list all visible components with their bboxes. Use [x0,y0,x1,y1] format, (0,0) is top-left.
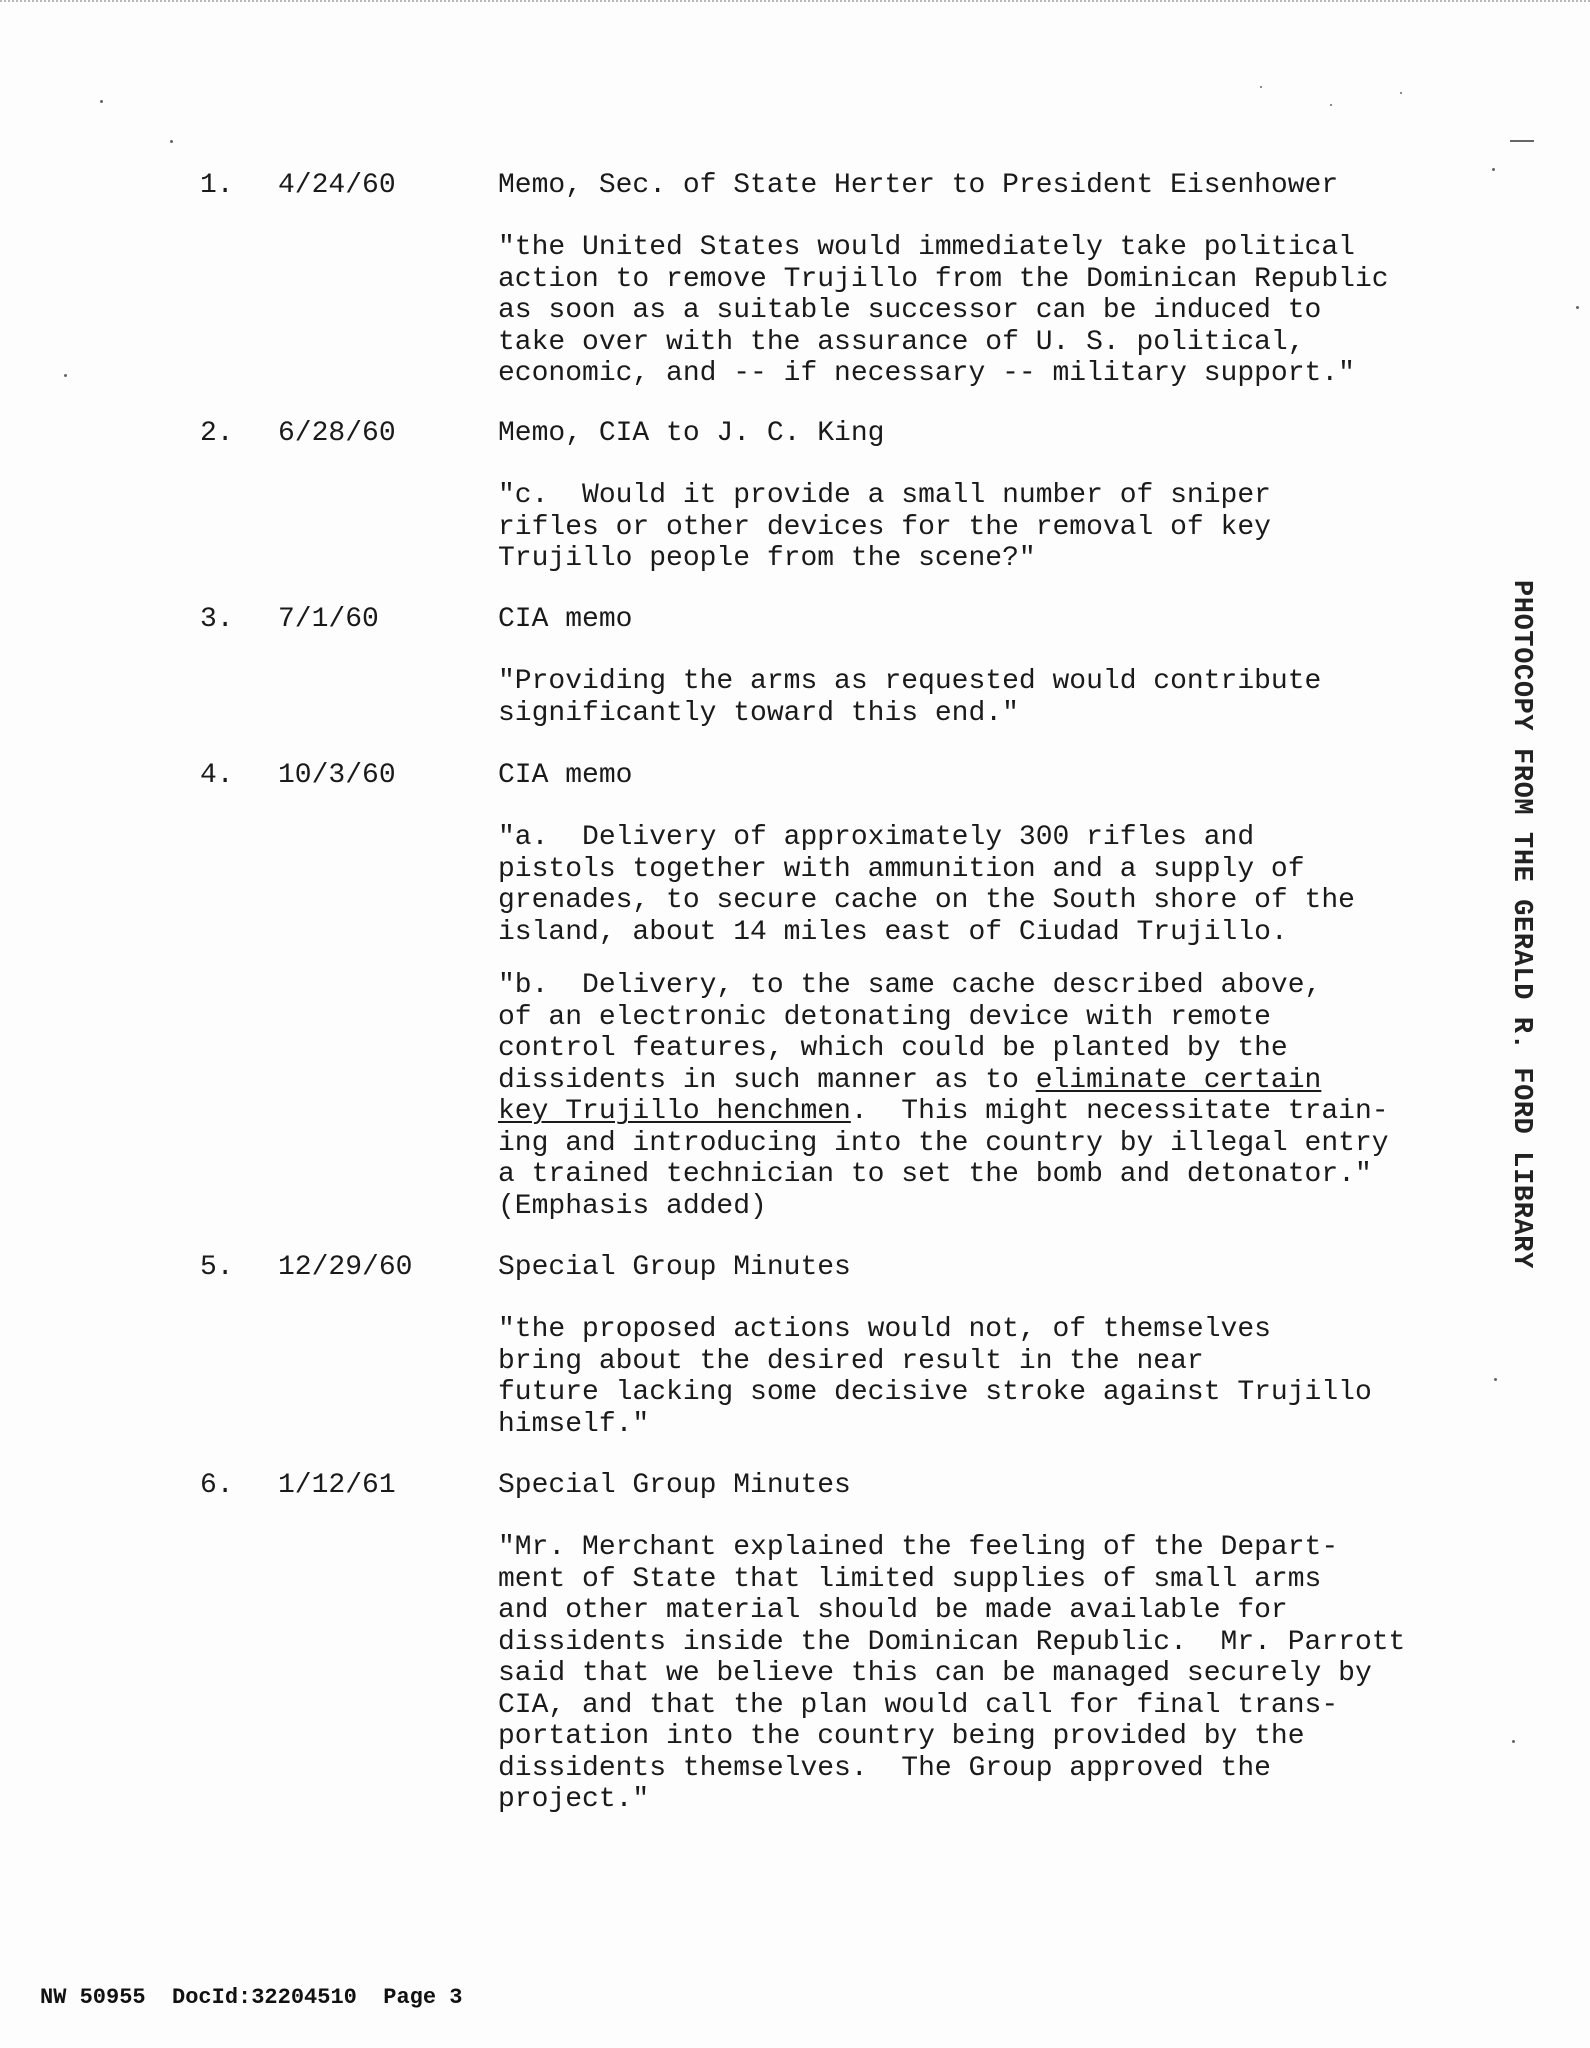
quote-line: island, about 14 miles east of Ciudad Trujillo. [498,916,1288,948]
entry-date: 7/1/60 [278,604,379,635]
quote-line: pistols together with ammunition and a supply of [498,853,1305,885]
scan-speck [1492,168,1495,171]
scan-speck [1260,86,1262,88]
quote-line: and other material should be made available for [498,1595,1288,1626]
quote-line: of an electronic detonating device with remote [498,1001,1271,1033]
quote-line: control features, which could be planted by the [498,1033,1288,1064]
quote-line: "a. Delivery of approximately 300 rifles and [498,822,1255,853]
quote-line: "the proposed actions would not, of themselves [498,1314,1271,1345]
scan-speck [1576,306,1579,309]
quote-line: "the United States would immediately take political [498,232,1355,263]
quote-line: "b. Delivery, to the same cache described above, [498,970,1322,1001]
quote-line: rifles or other devices for the removal of key [498,511,1271,543]
scan-top-edge [0,0,1590,6]
entry-quote [498,232,1508,390]
entry-date: 6/28/60 [278,418,396,449]
library-stamp: PHOTOCOPY FROM THE GERALD R. FORD LIBRARY [1506,580,1536,1269]
quote-line: a trained technician to set the bomb and detonator." [498,1159,1372,1190]
entry-number: 2. [200,418,234,449]
quote-line: significantly toward this end." [498,697,1019,729]
quote-line: economic, and -- if necessary -- military support." [498,358,1355,389]
scan-speck [1494,1378,1497,1381]
quote-line: action to remove Trujillo from the Dominican Republic [498,263,1389,295]
entry-quote [498,1314,1508,1440]
emphasis-underline: eliminate certain [1035,1064,1322,1096]
entry-quote [498,480,1508,575]
entry-date: 1/12/61 [278,1470,396,1501]
entry-number: 3. [200,604,234,635]
page-footer: NW 50955 DocId:32204510 Page 3 [40,1985,463,2010]
quote-line: "Providing the arms as requested would contribute [498,666,1322,697]
scan-speck [170,140,173,143]
entry-date: 12/29/60 [278,1252,413,1283]
entry-quote [498,1532,1508,1816]
scan-speck [1330,104,1332,106]
quote-line: take over with the assurance of U. S. political, [498,326,1305,358]
quote-line: as soon as a suitable successor can be induced to [498,295,1322,326]
quote-line: bring about the desired result in the near [498,1345,1204,1377]
scan-speck [100,100,103,103]
quote-line: CIA, and that the plan would call for final trans- [498,1689,1339,1721]
entry-number: 1. [200,170,234,201]
scan-speck [1510,140,1534,142]
quote-line: dissidents inside the Dominican Republic. Mr. Parrott [498,1626,1406,1658]
quote-line: portation into the country being provided by the [498,1721,1305,1752]
emphasis-underline: key Trujillo henchmen [498,1096,851,1127]
entry-title: CIA memo [498,604,633,635]
entry-quote-a [498,822,1508,948]
entry-date: 4/24/60 [278,170,396,201]
quote-line: himself." [498,1408,650,1440]
entry-title: Memo, CIA to J. C. King [498,418,885,449]
entry-title: CIA memo [498,760,633,791]
scan-speck [1400,92,1402,94]
quote-line: ing and introducing into the country by illegal entry [498,1127,1389,1159]
quote-line: grenades, to secure cache on the South shore of the [498,885,1355,916]
quote-line: Trujillo people from the scene?" [498,543,1036,574]
entry-title: Special Group Minutes [498,1252,851,1283]
quote-line: "c. Would it provide a small number of sniper [498,480,1271,511]
quote-line: (Emphasis added) [498,1190,767,1222]
quote-line: said that we believe this can be managed securely by [498,1658,1372,1689]
quote-line-underlined: key Trujillo henchmen. This might necessitate train- [498,1096,1389,1127]
entry-title: Memo, Sec. of State Herter to President Eisenhower [498,170,1339,201]
entry-number: 5. [200,1252,234,1283]
quote-line: future lacking some decisive stroke against Trujillo [498,1377,1372,1408]
quote-line: "Mr. Merchant explained the feeling of the Depart- [498,1532,1339,1563]
entry-quote [498,666,1508,729]
quote-line: dissidents themselves. The Group approved the [498,1752,1271,1784]
entry-number: 4. [200,760,234,791]
entry-date: 10/3/60 [278,760,396,791]
scan-speck [64,374,67,377]
scan-speck [1512,1740,1515,1743]
quote-line-underlined: dissidents in such manner as to eliminate certain [498,1064,1322,1096]
entry-quote-b [498,970,1508,1222]
quote-line: project." [498,1784,650,1815]
entry-number: 6. [200,1470,234,1501]
entry-title: Special Group Minutes [498,1470,851,1501]
quote-line: ment of State that limited supplies of small arms [498,1563,1322,1595]
